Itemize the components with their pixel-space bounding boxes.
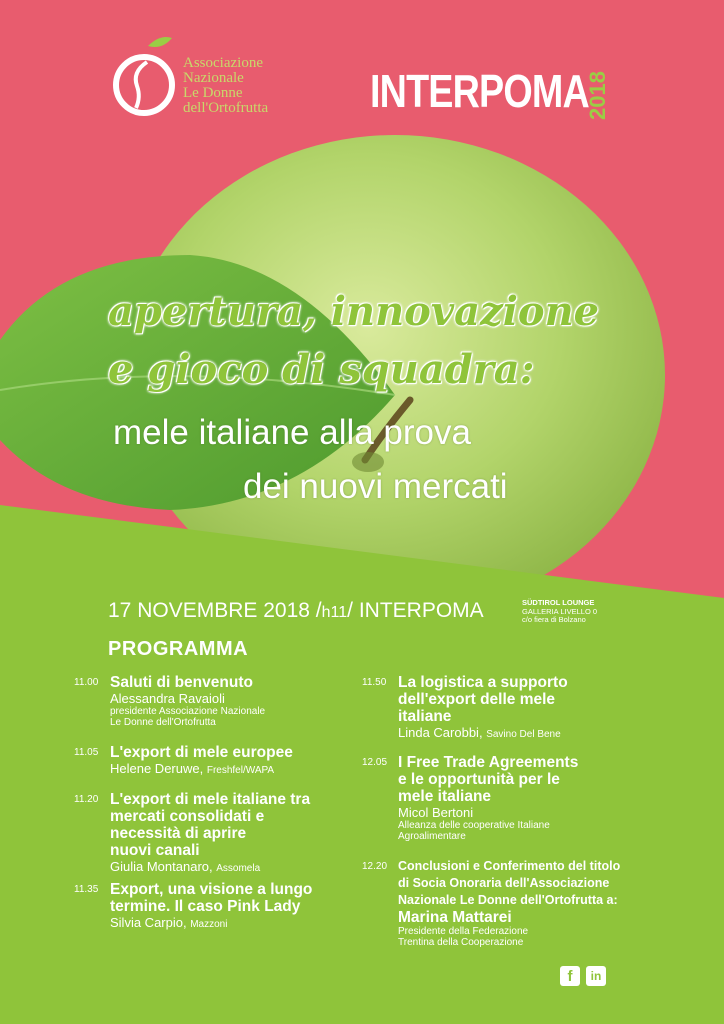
facebook-icon[interactable]: f <box>560 966 580 986</box>
title-script-line-2: e gioco di squadra: <box>108 346 535 393</box>
linkedin-icon[interactable]: in <box>586 966 606 986</box>
interpoma-brand: INTERPOMA <box>370 65 589 117</box>
event-date-line: 17 NOVEMBRE 2018 /h11/ INTERPOMA <box>108 599 484 622</box>
association-logo-text: Associazione Nazionale Le Donne dell'Ortofrutta <box>183 55 269 116</box>
event-date: 17 NOVEMBRE 2018 <box>108 599 310 622</box>
event-place: INTERPOMA <box>358 599 484 622</box>
title-script-line-1: apertura, innovazione <box>108 288 600 335</box>
programma-heading: PROGRAMMA <box>108 638 249 660</box>
title-line-3: mele italiane alla prova <box>113 413 471 452</box>
title-line-4: dei nuovi mercati <box>243 467 508 506</box>
interpoma-year: 2018 <box>585 71 610 120</box>
event-hour: h11 <box>321 604 348 621</box>
event-venue: SÜDTIROL LOUNGE GALLERIA LIVELLO 0 c/o fiera di Bolzano <box>522 598 598 624</box>
poster: Associazione Nazionale Le Donne dell'Ortofrutta INTERPOMA 2018 apertura, innovazione e gioco di squadra: mele italiane alla prova dei nuovi mercati 17 NOVEMBRE 2018 /h11/ INTERPOMA SÜDTIROL LOUNGE GALLERIA LIVELLO 0 c/o fiera di Bolzano PROGRAMMA 11.00 Saluti di benvenuto Alessandra Ravaioli presidente Associazione Nazionale Le Donne dell'Ortofrutta 11.05 L'export di mele europee Helene Deruwe, Freshfel/WAPA 11.20 L'export di mele italiane tra mercati consolidati e necessità di aprire nuovi canali Giulia Montanaro, Assomela 11.35 Export, una visione a lungo termine. Il caso Pink Lady Silvia Carpio, Mazzoni 11.50 La logistica a supporto dell'export delle mele italiane Linda Carobbi, Savino Del Bene 12.05 I Free Trade Agreements e le opportunità per le mele italiane Micol Bertoni Alleanza delle cooperative Italiane Agroalimentare 12.20 Conclusioni e Conferimento del titolo di Socia Onoraria dell'Associazione Nazionale Le Donne dell'Ortofrutta a: Marina Mattarei Presidente della Federazione Trentina della Cooperazione f in <box>0 0 724 1024</box>
